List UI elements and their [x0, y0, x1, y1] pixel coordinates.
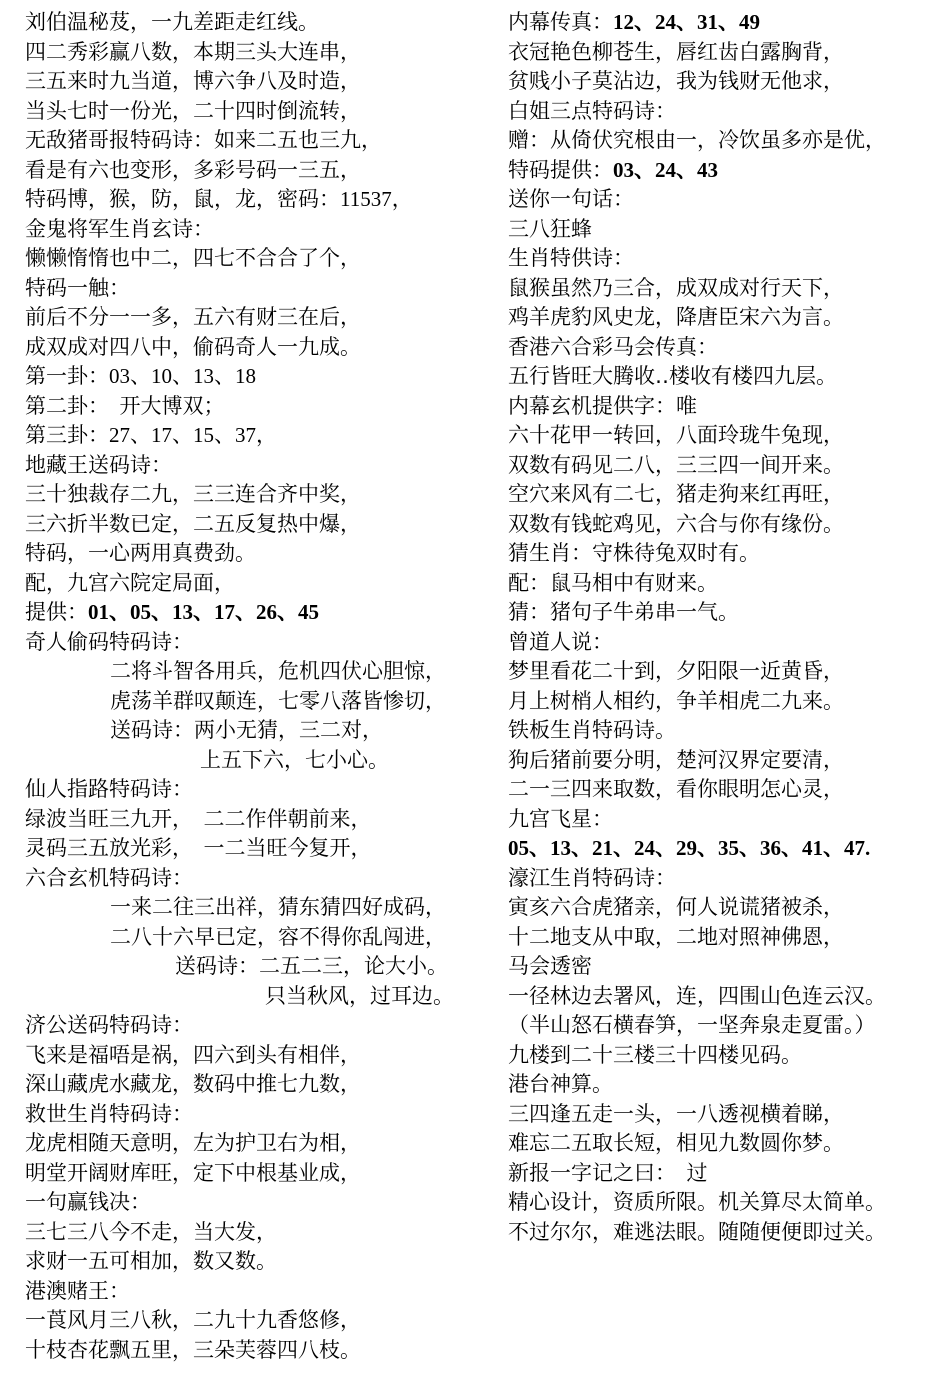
text-line	[508, 1129, 928, 1159]
text-segment: 梦里看花二十到，夕阳限一近黄昏，	[508, 660, 844, 683]
text-segment: 一径林边去署风，连，四围山色连云汉。	[508, 984, 886, 1008]
text-line	[25, 982, 490, 1012]
highlighted-number-sequence: 03、24、43	[613, 157, 718, 182]
text-segment: 送码诗：两小无猜，三二对，	[110, 719, 383, 742]
text-segment: 飞来是福唔是祸，四六到头有相伴，	[25, 1043, 361, 1067]
text-segment: 港澳赌王：	[25, 1279, 130, 1303]
text-segment: 新报一字记之曰： 过	[508, 1161, 708, 1185]
text-line	[508, 1011, 928, 1041]
text-segment: 一来二往三出祥，猜东猜四好成码，	[110, 896, 446, 919]
text-line	[25, 952, 490, 982]
text-line	[25, 362, 490, 392]
text-segment: 刘伯温秘芨，一九差距走红线。	[25, 11, 319, 34]
number-sequence: 11537	[340, 187, 392, 211]
text-segment: 前后不分一一多，五六有财三在后，	[25, 306, 361, 329]
text-line	[25, 716, 490, 746]
text-segment: 绿波当旺三九开， 二二作伴朝前来，	[25, 807, 372, 831]
text-line	[25, 185, 490, 215]
text-segment: ，	[256, 424, 277, 447]
text-line	[508, 392, 928, 422]
text-segment: 送码诗：二五二三，论大小。	[175, 955, 448, 978]
text-line	[508, 952, 928, 982]
text-line	[508, 510, 928, 540]
text-segment: 鸡羊虎豹风史龙，降唐臣宋六为言。	[508, 306, 844, 329]
text-line	[508, 97, 928, 127]
text-segment: 六合玄机特码诗：	[25, 866, 193, 890]
text-line	[508, 716, 928, 746]
text-line	[508, 893, 928, 923]
text-line	[508, 598, 928, 628]
text-line	[25, 1306, 490, 1336]
number-sequence: 27、17、15、37	[109, 423, 256, 447]
text-line	[25, 274, 490, 304]
text-line	[25, 834, 490, 864]
text-line	[25, 451, 490, 481]
text-segment: 内幕玄机提供字：唯	[508, 394, 697, 418]
text-segment: 内幕传真：	[508, 11, 613, 34]
text-line	[25, 1247, 490, 1277]
text-segment: 不过尔尔，难逃法眼。随随便便即过关。	[508, 1220, 886, 1244]
text-line	[25, 539, 490, 569]
text-segment: 九宫飞星：	[508, 807, 613, 831]
text-segment: 铁板生肖特码诗。	[508, 719, 676, 742]
text-segment: 成双成对四八中，偷码奇人一九成。	[25, 335, 361, 359]
number-sequence: 03、10、13、18	[109, 364, 256, 388]
text-line	[508, 864, 928, 894]
text-line	[25, 628, 490, 658]
text-line	[508, 333, 928, 363]
text-line	[508, 67, 928, 97]
text-line	[25, 8, 490, 38]
text-segment: 白姐三点特码诗：	[508, 99, 676, 123]
text-segment: 九楼到二十三楼三十四楼见码。	[508, 1043, 802, 1067]
text-segment: 曾道人说：	[508, 630, 613, 654]
text-line	[25, 687, 490, 717]
text-segment: 三八狂蜂	[508, 217, 592, 241]
text-segment: 精心设计，资质所限。机关算尽太简单。	[508, 1191, 886, 1214]
text-segment: 猜：猪句子牛弟串一气。	[508, 601, 739, 624]
text-segment: 三四逢五走一头，一八透视横着睇，	[508, 1102, 844, 1126]
text-line	[508, 746, 928, 776]
text-segment: 济公送码特码诗：	[25, 1014, 193, 1037]
text-line	[25, 805, 490, 835]
text-line	[25, 392, 490, 422]
text-line	[508, 126, 928, 156]
text-line	[25, 1070, 490, 1100]
text-line	[508, 1041, 928, 1071]
text-segment: 三五来时九当道，博六争八及时造，	[25, 70, 361, 93]
text-line	[508, 628, 928, 658]
text-segment: 提供：	[25, 601, 88, 624]
text-line	[508, 1070, 928, 1100]
text-line	[508, 38, 928, 68]
text-line	[25, 746, 490, 776]
text-segment: 配，九宫六院定局面，	[25, 571, 235, 595]
text-line	[508, 775, 928, 805]
text-segment: 奇人偷码特码诗：	[25, 630, 193, 654]
text-segment: 深山藏虎水藏龙，数码中推七九数，	[25, 1073, 361, 1096]
text-line	[508, 1159, 928, 1189]
text-line	[25, 421, 490, 451]
text-line	[25, 303, 490, 333]
text-segment: 一句赢钱决：	[25, 1191, 151, 1214]
text-segment: 二一三四来取数，看你眼明怎心灵，	[508, 778, 844, 801]
text-line	[25, 480, 490, 510]
text-segment: 只当秋风，过耳边。	[265, 984, 454, 1008]
text-line	[508, 451, 928, 481]
text-segment: 灵码三五放光彩， 一二当旺今复开，	[25, 837, 372, 860]
text-line	[508, 480, 928, 510]
text-line	[25, 864, 490, 894]
text-line	[25, 1100, 490, 1130]
text-segment: 寅亥六合虎猪亲，何人说谎猪被杀，	[508, 896, 844, 919]
text-segment: 六十花甲一转回，八面玲珑牛兔现，	[508, 424, 844, 447]
text-segment: （半山怒石横春笋，一坚奔泉走夏雷。）	[508, 1014, 876, 1037]
text-line	[508, 923, 928, 953]
text-segment: 看是有六也变形，多彩号码一三五，	[25, 158, 361, 182]
text-line	[25, 569, 490, 599]
text-segment: 上五下六，七小心。	[200, 748, 389, 772]
text-segment: 特码，一心两用真费劲。	[25, 542, 256, 565]
text-segment: 空穴来风有二七，猪走狗来红再旺，	[508, 483, 844, 506]
text-line	[508, 274, 928, 304]
text-segment: 四二秀彩赢八数，本期三头大连串，	[25, 40, 361, 64]
text-segment: 二将斗智各用兵，危机四伏心胆惊，	[110, 660, 446, 683]
text-line	[508, 982, 928, 1012]
text-line	[25, 156, 490, 186]
text-segment: 三六折半数已定，二五反复热中爆，	[25, 512, 361, 536]
text-segment: 马会透密	[508, 955, 592, 978]
text-line	[508, 185, 928, 215]
text-segment: 第二卦： 开大博双；	[25, 394, 225, 418]
text-segment: 特码一触：	[25, 276, 130, 300]
text-segment: 狗后猪前要分明，楚河汉界定要清，	[508, 748, 844, 772]
text-line	[508, 1218, 928, 1248]
text-line	[508, 805, 928, 835]
text-segment: 第一卦：	[25, 365, 109, 388]
text-line	[25, 1041, 490, 1071]
text-segment: 生肖特供诗：	[508, 247, 634, 270]
highlighted-number-sequence: 05、13、21、24、29、35、36、41、47.	[508, 836, 871, 860]
text-line	[25, 1218, 490, 1248]
text-line	[25, 1159, 490, 1189]
text-line	[508, 1100, 928, 1130]
text-segment: 赠：从倚伏究根由一，冷饮虽多亦是优，	[508, 129, 886, 152]
text-segment: 虎荡羊群叹颠连，七零八落皆惨切，	[110, 689, 446, 713]
text-segment: 一莨风月三八秋，二九十九香悠修，	[25, 1309, 361, 1332]
text-line	[25, 598, 490, 628]
text-segment: 龙虎相随天意明，左为护卫右为相，	[25, 1132, 361, 1155]
text-line	[508, 362, 928, 392]
text-line	[508, 687, 928, 717]
text-line	[508, 215, 928, 245]
text-segment: 香港六合彩马会传真：	[508, 335, 718, 359]
text-segment: 难忘二五取长短，相见九数圆你梦。	[508, 1132, 844, 1155]
text-segment: 配：鼠马相中有财来。	[508, 571, 718, 595]
text-segment: 五行皆旺大腾收‥楼收有楼四九层。	[508, 365, 838, 388]
text-segment: 求财一五可相加，数又数。	[25, 1250, 277, 1273]
text-line	[508, 834, 928, 864]
text-segment: 二八十六早已定，容不得你乱闯进，	[110, 925, 446, 949]
text-segment: 无敌猪哥报特码诗：如来二五也三九，	[25, 129, 382, 152]
text-segment: 第三卦：	[25, 424, 109, 447]
text-segment: 十枝杏花飘五里，三朵芙蓉四八枝。	[25, 1338, 361, 1362]
text-segment: 贫贱小子莫沾边，我为钱财无他求，	[508, 70, 844, 93]
text-segment: 双数有码见二八，三三四一间开来。	[508, 453, 844, 477]
text-segment: 懒懒惰惰也中二，四七不合合了个，	[25, 247, 361, 270]
text-segment: 港台神算。	[508, 1073, 613, 1096]
highlighted-number-sequence: 01、05、13、17、26、45	[88, 600, 319, 624]
text-line	[508, 1188, 928, 1218]
text-line	[25, 1188, 490, 1218]
text-segment: 濠江生肖特码诗：	[508, 866, 676, 890]
text-segment: 衣冠艳色柳苍生，唇红齿白露胸背，	[508, 40, 844, 64]
text-line	[25, 510, 490, 540]
left-column	[25, 8, 490, 1365]
text-line	[25, 657, 490, 687]
text-line	[508, 539, 928, 569]
text-line	[508, 569, 928, 599]
right-column	[508, 8, 928, 1247]
text-segment: 鼠猴虽然乃三合，成双成对行天下，	[508, 276, 844, 300]
text-line	[508, 8, 928, 38]
text-segment: 十二地支从中取，二地对照神佛恩，	[508, 925, 844, 949]
text-line	[25, 38, 490, 68]
text-segment: 特码博，猴，防，鼠，龙，密码：	[25, 188, 340, 211]
text-line	[25, 97, 490, 127]
text-segment: 送你一句话：	[508, 188, 634, 211]
text-segment: 月上树梢人相约，争羊相虎二九来。	[508, 689, 844, 713]
text-line	[508, 657, 928, 687]
text-line	[25, 1277, 490, 1307]
text-segment: 仙人指路特码诗：	[25, 778, 193, 801]
text-segment: 地藏王送码诗：	[25, 453, 172, 477]
text-line	[508, 303, 928, 333]
text-segment: 三七三八今不走，当大发，	[25, 1220, 277, 1244]
text-line	[25, 1336, 490, 1366]
text-segment: 救世生肖特码诗：	[25, 1102, 193, 1126]
text-line	[25, 923, 490, 953]
text-line	[25, 215, 490, 245]
text-line	[25, 126, 490, 156]
text-segment: 特码提供：	[508, 158, 613, 182]
text-line	[25, 333, 490, 363]
text-line	[508, 156, 928, 186]
text-line	[25, 1129, 490, 1159]
text-line	[25, 775, 490, 805]
text-line	[25, 244, 490, 274]
text-line	[25, 1011, 490, 1041]
text-line	[508, 244, 928, 274]
text-line	[508, 421, 928, 451]
text-segment: 三十独裁存二九，三三连合齐中奖，	[25, 483, 361, 506]
text-line	[25, 893, 490, 923]
text-line	[25, 67, 490, 97]
highlighted-number-sequence: 12、24、31、49	[613, 10, 760, 34]
text-segment: ，	[391, 188, 413, 211]
text-segment: 明堂开阔财库旺，定下中根基业成，	[25, 1161, 361, 1185]
text-segment: 猜生肖：守株待兔双时有。	[508, 542, 760, 565]
text-segment: 双数有钱蛇鸡见，六合与你有缘份。	[508, 512, 844, 536]
text-segment: 金鬼将军生肖玄诗：	[25, 217, 214, 241]
text-segment: 当头七时一份光，二十四时倒流转，	[25, 99, 361, 123]
